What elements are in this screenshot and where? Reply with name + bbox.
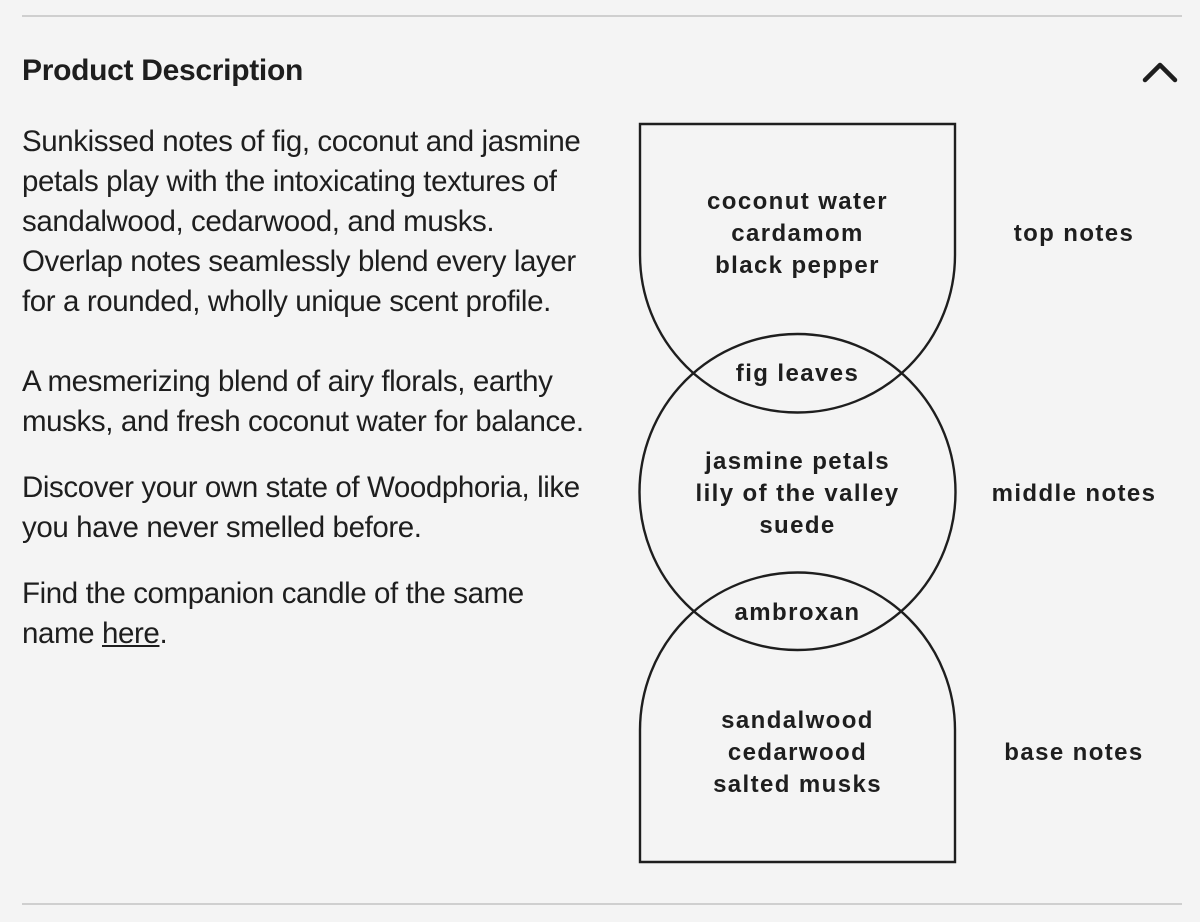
description-paragraph-2: A mesmerizing blend of airy florals, earthy musks, and fresh coconut water for balance. (22, 365, 584, 438)
middle-note-item: jasmine petals (704, 448, 891, 475)
overlap-note-base: ambroxan (734, 599, 861, 626)
description-paragraph-4: Find the companion candle of the same name here. (22, 577, 524, 650)
base-note-item: salted musks (713, 771, 882, 798)
top-notes-label: top notes (1013, 220, 1135, 247)
middle-notes-label: middle notes (991, 480, 1157, 507)
section-title: Product Description (22, 54, 303, 87)
top-note-item: black pepper (715, 252, 880, 279)
base-note-item: sandalwood (721, 707, 874, 734)
top-note-item: cardamom (731, 220, 864, 247)
description-paragraph-3: Discover your own state of Woodphoria, like you have never smelled before. (22, 471, 580, 544)
base-note-item: cedarwood (727, 739, 868, 766)
middle-note-item: lily of the valley (695, 480, 900, 507)
description-paragraph-1: Sunkissed notes of fig, coconut and jasmine petals play with the intoxicating textures of sandalwood, cedarwood, and musks. Overlap notes seamlessly blend every layer for a rounded, wholly unique scent profile. (22, 125, 581, 318)
companion-candle-link[interactable]: here (102, 617, 160, 650)
top-note-item: coconut water (707, 188, 888, 215)
middle-note-item: suede (759, 512, 836, 539)
overlap-note-top: fig leaves (735, 360, 860, 387)
base-notes-label: base notes (1004, 739, 1144, 766)
bottom-divider (22, 903, 1182, 905)
